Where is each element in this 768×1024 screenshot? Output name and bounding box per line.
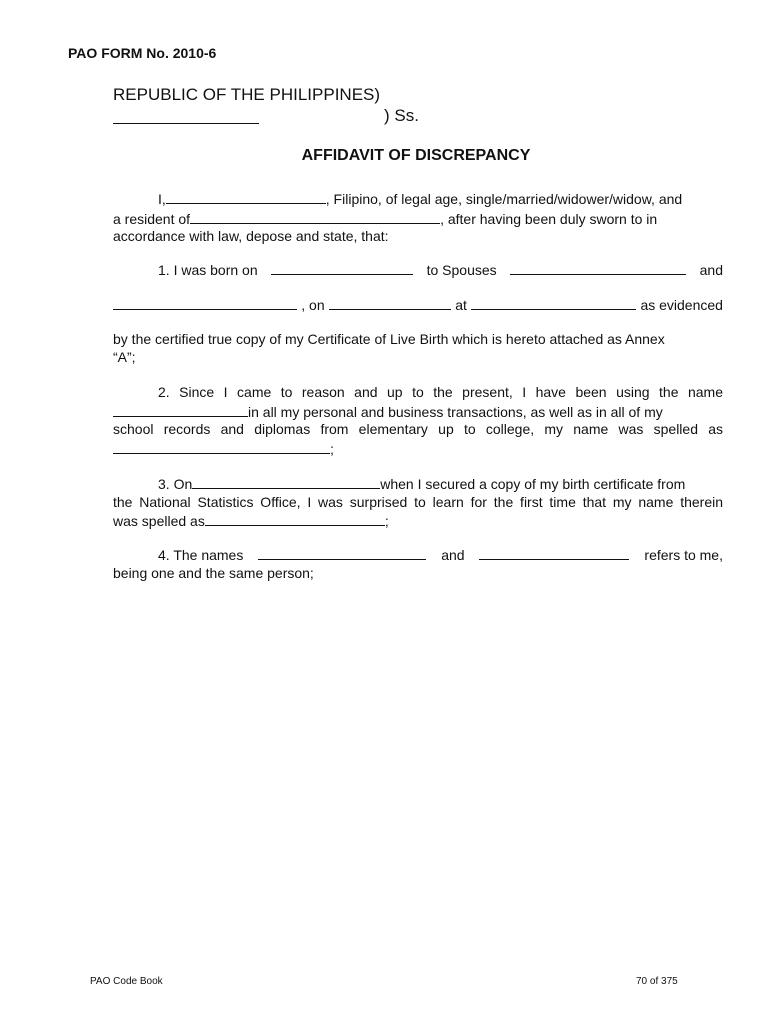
p1-text-h: “A”; [113,348,136,365]
intro-text-1a: I, [158,191,166,207]
p4-text-b: and [441,547,465,563]
intro-text-2a: a resident of [113,210,191,227]
p2-text-4: ; [330,440,334,457]
intro-paragraph [113,189,723,246]
birth-place-blank[interactable] [471,295,636,310]
p4-text-2: being one and the same person; [113,564,314,581]
birth-date-blank[interactable] [271,260,413,275]
paragraph-4 [113,545,723,582]
footer-book-title: PAO Code Book [90,976,163,987]
p1-text-c: and [699,262,723,278]
p3-text-3b: ; [384,513,389,529]
p2-text-1: 2. Since I came to reason and up to the present, I have been using the name [158,384,723,400]
document-title: AFFIDAVIT OF DISCREPANCY [301,147,531,164]
discovery-date-blank[interactable] [192,474,380,489]
p1-text-d: , on [301,297,325,313]
p3-text-1b: when I secured a copy of my birth certificate from [380,476,686,492]
p1-text-a: 1. I was born on [158,262,258,278]
intro-text-3: accordance with law, depose and state, that: [113,228,389,244]
footer-page-number: 70 of 375 [636,976,678,987]
p3-text-3a: was spelled as [113,513,205,529]
venue-blank[interactable] [113,123,259,124]
form-number: PAO FORM No. 2010-6 [68,45,217,61]
paragraph-3 [113,474,723,531]
certificate-name-blank[interactable] [205,511,385,526]
p3-text-1a: 3. On [158,476,193,492]
p2-text-3: school records and diplomas from elementary up to college, my name was spelled as [113,421,723,437]
birth-day-blank[interactable] [329,295,451,310]
p3-text-2: the National Statistics Office, I was surprised to learn for the first time that my name therein [113,493,723,510]
name-blank[interactable] [166,189,326,204]
p4-text-c: refers to me, [644,547,723,563]
used-name-blank[interactable] [113,402,248,417]
p4-text-a: 4. The names [158,547,244,563]
first-name-blank[interactable] [258,545,426,560]
p1-text-e: at [455,297,467,313]
ss-label: ) Ss. [384,106,419,125]
intro-text-2b: , after having been duly sworn to in [440,210,658,227]
intro-text-1b: , Filipino, of legal age, single/married/widower/widow, and [325,191,683,207]
paragraph-2 [113,384,723,458]
p1-text-f: as evidenced [640,297,723,313]
paragraph-1-line-3 [113,331,723,366]
p1-text-g: by the certified true copy of my Certificate of Live Birth which is hereto attached as Annex [113,331,665,347]
mother-name-blank[interactable] [113,295,297,310]
residence-blank[interactable] [190,209,440,224]
second-name-blank[interactable] [479,545,629,560]
p2-text-2: in all my personal and business transactions, as well as in all of my [248,403,663,420]
paragraph-1 [113,260,723,280]
paragraph-1-line-2 [113,295,723,315]
father-name-blank[interactable] [510,260,686,275]
republic-label: REPUBLIC OF THE PHILIPPINES) [113,85,381,104]
school-name-blank[interactable] [113,439,330,454]
p1-text-b: to Spouses [426,262,497,278]
